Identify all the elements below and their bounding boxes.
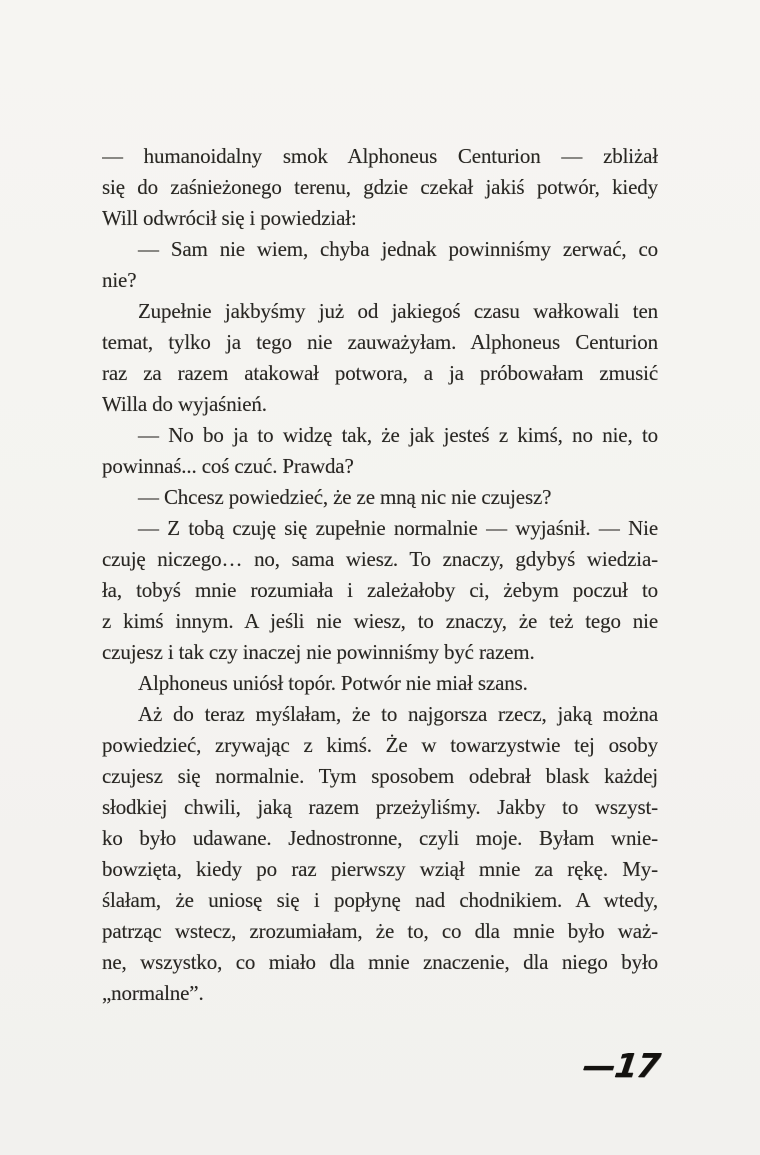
text-line: — Chcesz powiedzieć, że ze mną nic nie czujesz?	[138, 485, 552, 509]
text-line: ne, wszystko, co miało dla mnie znaczenie, dla niego było	[102, 950, 658, 974]
text-line: słodkiej chwili, jaką razem przeżyliśmy. Jakby to wszyst-	[102, 795, 658, 819]
text-line: — Sam nie wiem, chyba jednak powinniśmy zerwać, co	[138, 237, 658, 261]
text-line: ła, tobyś mnie rozumiała i zależałoby ci, żebym poczuł to	[102, 578, 658, 602]
text-line: czujesz się normalnie. Tym sposobem odebrał blask każdej	[102, 764, 658, 788]
text-line: raz za razem atakował potwora, a ja próbowałam zmusić	[102, 361, 658, 385]
page-number: —17	[580, 1046, 662, 1085]
text-line: — humanoidalny smok Alphoneus Centurion — zbliżał	[102, 144, 658, 168]
text-line: patrząc wstecz, zrozumiałam, że to, co dla mnie było waż-	[102, 919, 658, 943]
text-line: czuję niczego… no, sama wiesz. To znaczy, gdybyś wiedzia-	[102, 547, 658, 571]
text-line: ko było udawane. Jednostronne, czyli moje. Byłam wnie-	[102, 826, 658, 850]
text-line: się do zaśnieżonego terenu, gdzie czekał jakiś potwór, kiedy	[102, 175, 658, 199]
text-line: — Z tobą czuję się zupełnie normalnie — wyjaśnił. — Nie	[138, 516, 658, 540]
text-line: nie?	[102, 268, 137, 292]
body-text	[102, 141, 658, 1009]
text-line: temat, tylko ja tego nie zauważyłam. Alphoneus Centurion	[102, 330, 658, 354]
text-line: bowzięta, kiedy po raz pierwszy wziął mnie za rękę. My-	[102, 857, 658, 881]
text-line: Zupełnie jakbyśmy już od jakiegoś czasu wałkowali ten	[138, 299, 658, 323]
text-line: Alphoneus uniósł topór. Potwór nie miał szans.	[138, 671, 528, 695]
text-line: Will odwrócił się i powiedział:	[102, 206, 357, 230]
text-line: ślałam, że uniosę się i popłynę nad chodnikiem. A wtedy,	[102, 888, 658, 912]
text-line: — No bo ja to widzę tak, że jak jesteś z kimś, no nie, to	[138, 423, 658, 447]
text-line: Aż do teraz myślałam, że to najgorsza rzecz, jaką można	[138, 702, 658, 726]
text-line: powinnaś... coś czuć. Prawda?	[102, 454, 354, 478]
text-line: z kimś innym. A jeśli nie wiesz, to znaczy, że też tego nie	[102, 609, 658, 633]
text-line: Willa do wyjaśnień.	[102, 392, 267, 416]
text-line: „normalne”.	[102, 981, 204, 1005]
text-line: powiedzieć, zrywając z kimś. Że w towarzystwie tej osoby	[102, 733, 658, 757]
text-line: czujesz i tak czy inaczej nie powinniśmy być razem.	[102, 640, 535, 664]
